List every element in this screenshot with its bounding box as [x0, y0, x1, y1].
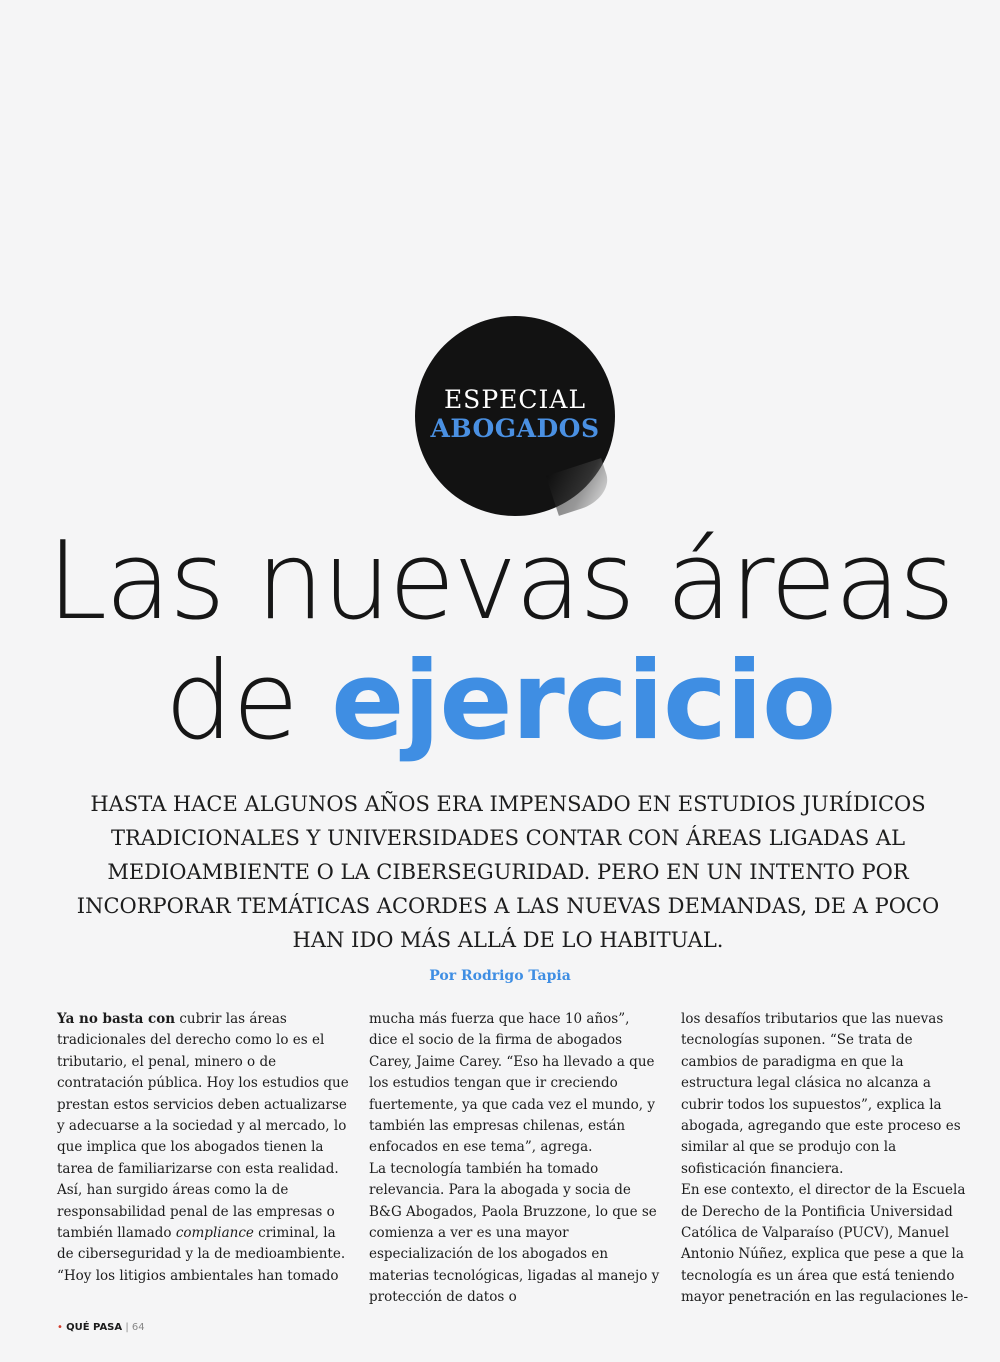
page-curl-decoration — [546, 458, 614, 516]
paragraph-text: criminal, la de ciberseguridad y la de medioambiente. — [57, 1225, 346, 1263]
headline-line-1: Las nuevas áreas — [46, 519, 954, 644]
paragraph-text: cubrir las áreas tradicionales del derecho como lo es el tributario, el penal, minero o de contratación pública. Hoy los estudios que prestan estos servicios deben actualizarse y adecuarse a la sociedad y al mercado, lo que implica que los abogados tienen la tarea de familiarizarse con esta realidad. — [57, 1011, 349, 1177]
paragraph: La tecnología también ha tomado relevancia. Para la abogada y socia de B&G Abogados, Paola Bruzzone, lo que se comienza a ver es una mayor especialización de los abogados en materias tecnológicas, ligadas al manejo y protección de datos o — [369, 1160, 660, 1306]
headline-accent: ejercicio — [331, 639, 836, 764]
page-folio — [57, 1322, 145, 1333]
body-column-1 — [57, 1009, 349, 1287]
paragraph: los desafíos tributarios que las nuevas tecnologías suponen. “Se trata de cambios de paradigma en que la estructura legal clásica no alcanza a cubrir todos los supuestos”, explica la abogada, agregando que este proceso es similar al que se produjo con la sofisticación financiera. — [681, 1011, 961, 1177]
page-number: 64 — [131, 1322, 145, 1333]
paragraph: “Hoy los litigios ambientales han tomado — [57, 1267, 339, 1284]
publication-name: QUÉ PASA — [66, 1322, 123, 1333]
badge-label-abogados: ABOGADOS — [430, 414, 600, 443]
folio-separator: | — [125, 1322, 129, 1333]
body-column-3 — [681, 1009, 973, 1309]
headline-line-2 — [0, 639, 1000, 764]
body-column-2 — [369, 1009, 661, 1309]
paragraph — [57, 1009, 349, 1180]
italic-term: compliance — [175, 1225, 254, 1242]
badge-label-especial: ESPECIAL — [443, 385, 587, 414]
byline: Por Rodrigo Tapia — [429, 968, 571, 984]
especial-badge — [415, 316, 615, 516]
paragraph-text: Así, han surgido áreas como la de responsabilidad penal de las empresas o también llamado — [57, 1182, 335, 1242]
paragraph — [57, 1180, 349, 1266]
article-deck: HASTA HACE ALGUNOS AÑOS ERA IMPENSADO EN ESTUDIOS JURÍDICOS TRADICIONALES Y UNIVERSIDADES CONTAR CON ÁREAS LIGADAS AL MEDIOAMBIENTE O LA CIBERSEGURIDAD. PERO EN UN INTENTO POR INCORPORAR TEMÁTICAS ACORDES A LAS NUEVAS DEMANDAS, DE A POCO HAN IDO MÁS ALLÁ DE LO HABITUAL. — [76, 792, 940, 952]
lead-in: Ya no basta con — [57, 1011, 176, 1027]
headline-plain: de — [164, 639, 332, 764]
folio-bullet: • — [57, 1322, 63, 1333]
paragraph: mucha más fuerza que hace 10 años”, dice el socio de la firma de abogados Carey, Jaime Carey. “Eso ha llevado a que los estudios tengan que ir creciendo fuertemente, ya que cada vez el mundo, y también las empresas chilenas, están enfocados en ese tema”, agrega. — [369, 1011, 655, 1156]
paragraph: En ese contexto, el director de la Escuela de Derecho de la Pontificia Universidad Católica de Valparaíso (PUCV), Manuel Antonio Núñez, explica que pese a que la tecnología es un área que está teniendo mayor penetración en las regulaciones le- — [681, 1182, 969, 1306]
